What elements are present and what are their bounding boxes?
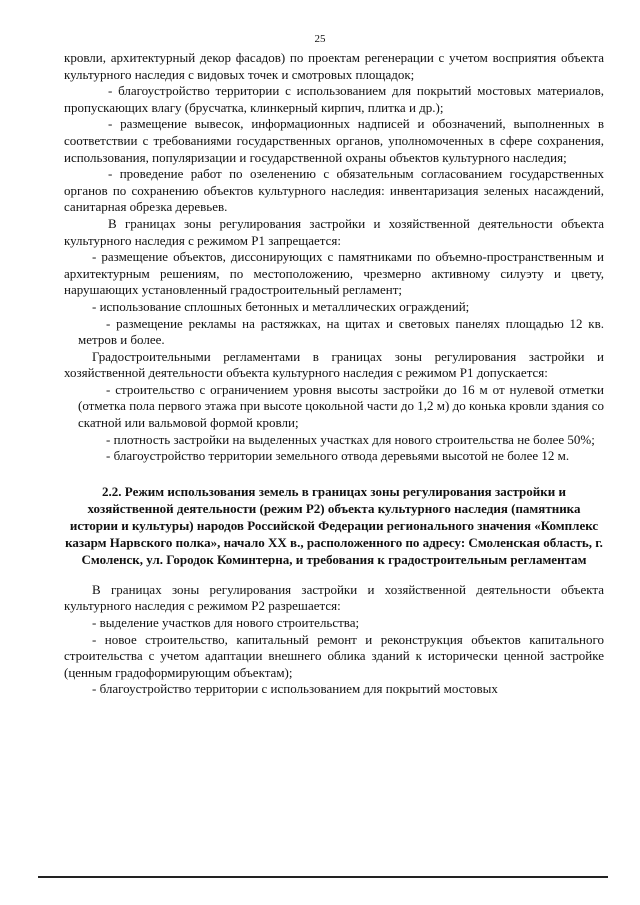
paragraph: Градостроительными регламентами в границах зоны регулирования застройки и хозяйственной деятельности объекта культурного наследия с режимом Р1 допускается: bbox=[64, 348, 604, 381]
list-item: - новое строительство, капитальный ремонт и реконструкция объектов капитального строительства с учетом адаптации внешнего облика зданий к исторически ценной застройке (ценным градоформирующим объектам); bbox=[64, 631, 604, 680]
paragraph: кровли, архитектурный декор фасадов) по проектам регенерации с учетом восприятия объекта культурного наследия с видовых точек и смотровых площадок; bbox=[64, 50, 604, 82]
list-item: - размещение рекламы на растяжках, на щитах и световых панелях площадью 12 кв. метров и более. bbox=[78, 315, 604, 348]
paragraph: В границах зоны регулирования застройки и хозяйственной деятельности объекта культурного наследия с режимом Р2 разрешается: bbox=[64, 581, 604, 614]
list-item: - строительство с ограничением уровня высоты застройки до 16 м от нулевой отметки (отметка пола первого этажа при высоте цокольной части до 1,2 м) до конька кровли здания со скатной или вальмовой формой кровли; bbox=[78, 381, 604, 431]
list-item: - проведение работ по озеленению с обязательным согласованием государственных органов по сохранению объектов культурного наследия: инвентаризация зеленых насаждений, санитарная обрезка деревьев. bbox=[64, 166, 604, 215]
list-item: - благоустройство территории с использованием для покрытий мостовых материалов, пропускающих влагу (брусчатка, клинкерный кирпич, плитка и др.); bbox=[64, 83, 604, 115]
bottom-rule bbox=[38, 876, 608, 878]
document-body bbox=[64, 50, 604, 698]
list-item: - размещение вывесок, информационных надписей и обозначений, выполненных в соответствии с требованиями государственных органов, уполномоченных в сфере сохранения, использования, популяризации и государственной охраны объектов культурного наследия; bbox=[64, 116, 604, 165]
list-item: - плотность застройки на выделенных участках для нового строительства не более 50%; bbox=[106, 431, 595, 447]
list-item: - использование сплошных бетонных и металлических ограждений; bbox=[92, 298, 470, 314]
list-item: - размещение объектов, диссонирующих с памятниками по объемно-пространственным и архитектурным решениям, по местоположению, чрезмерно активному силуэту и цвету, нарушающих установленный градостроительный регламент; bbox=[64, 249, 604, 298]
section-heading: 2.2. Режим использования земель в границах зоны регулирования застройки и хозяйственной деятельности (режим Р2) объекта культурного наследия (памятника истории и культуры) народов Российской Федерации регионального значения «Комплекс казарм Нарвского полка», начало XX в., расположенного по адресу: Смоленская область, г. Смоленск, ул. Городок Коминтерна, и требования к градостроительным регламентам bbox=[65, 483, 603, 567]
list-item: - выделение участков для нового строительства; bbox=[92, 615, 360, 631]
paragraph: В границах зоны регулирования застройки и хозяйственной деятельности объекта культурного наследия с режимом Р1 запрещается: bbox=[64, 215, 604, 248]
page-number: 25 bbox=[314, 33, 326, 45]
list-item: - благоустройство территории земельного отвода деревьями высотой не более 12 м. bbox=[106, 448, 570, 464]
list-item: - благоустройство территории с использованием для покрытий мостовых bbox=[92, 681, 498, 697]
